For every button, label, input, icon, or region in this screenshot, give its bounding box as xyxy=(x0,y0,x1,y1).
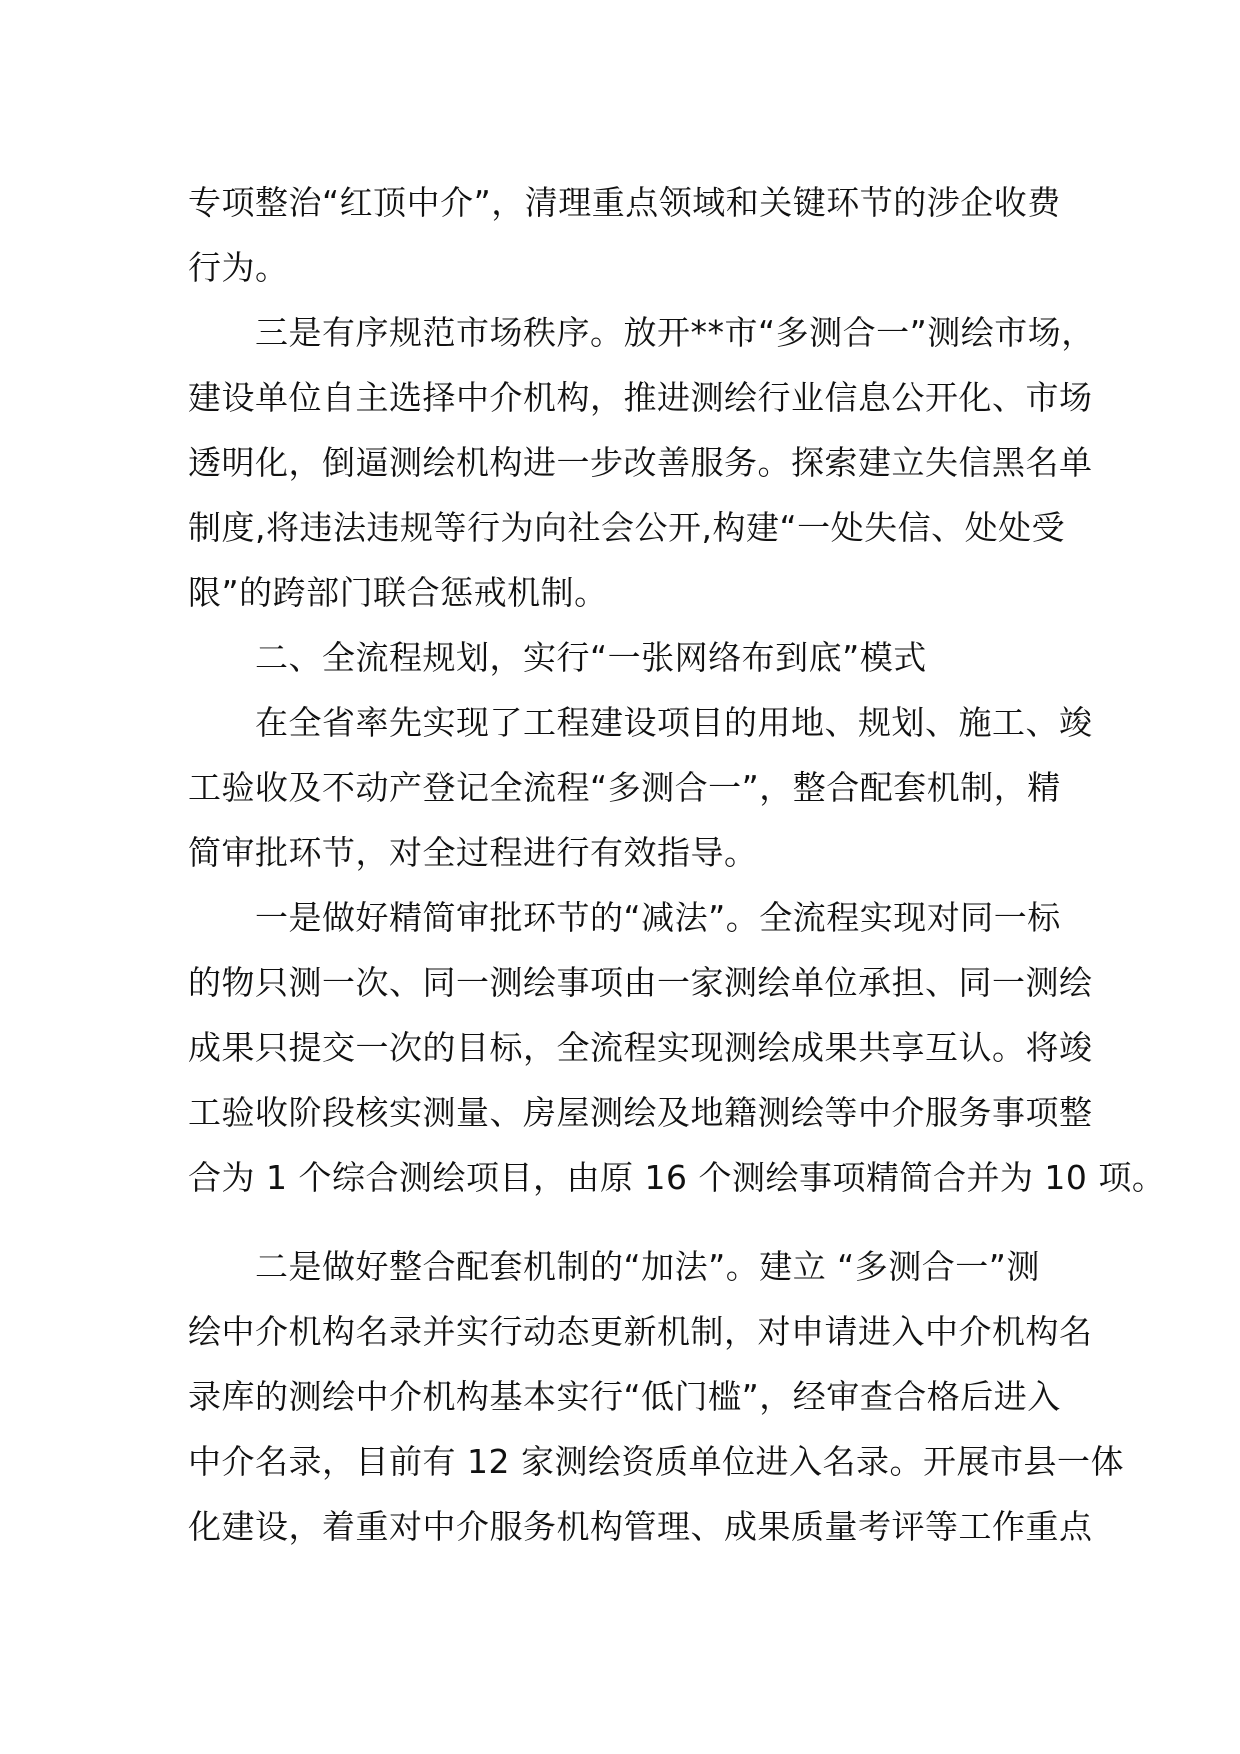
text-line: 制度,将违法违规等行为向社会公开,构建“一处失信、处处受 xyxy=(188,508,1066,547)
section-heading: 二、全流程规划，实行“一张网络布到底”模式 xyxy=(188,638,927,677)
text-line: 三是有序规范市场秩序。放开**市“多测合一”测绘市场， xyxy=(188,313,1095,352)
text-line: 工验收及不动产登记全流程“多测合一”，整合配套机制，精 xyxy=(188,768,1061,807)
text-line: 在全省率先实现了工程建设项目的用地、规划、施工、竣 xyxy=(188,703,1093,742)
text-line: 的物只测一次、同一测绘事项由一家测绘单位承担、同一测绘 xyxy=(188,963,1093,1002)
text-line: 透明化，倒逼测绘机构进一步改善服务。探索建立失信黑名单 xyxy=(188,443,1093,482)
text-line: 专项整治“红顶中介”，清理重点领域和关键环节的涉企收费 xyxy=(188,183,1061,222)
text-line: 一是做好精简审批环节的“减法”。全流程实现对同一标 xyxy=(188,898,1061,937)
text-line: 建设单位自主选择中介机构，推进测绘行业信息公开化、市场 xyxy=(188,378,1093,417)
text-line: 成果只提交一次的目标，全流程实现测绘成果共享互认。将竣 xyxy=(188,1028,1093,1067)
text-line: 二是做好整合配套机制的“加法”。建立 “多测合一”测 xyxy=(188,1247,1040,1286)
text-line: 绘中介机构名录并实行动态更新机制，对申请进入中介机构名 xyxy=(188,1312,1093,1351)
text-line: 工验收阶段核实测量、房屋测绘及地籍测绘等中介服务事项整 xyxy=(188,1093,1093,1132)
text-line: 合为 1 个综合测绘项目，由原 16 个测绘事项精简合并为 10 项。 xyxy=(188,1158,1166,1197)
text-line: 限”的跨部门联合惩戒机制。 xyxy=(188,573,608,612)
document-body xyxy=(188,170,1166,1559)
text-line: 简审批环节，对全过程进行有效指导。 xyxy=(188,833,758,872)
text-line: 中介名录，目前有 12 家测绘资质单位进入名录。开展市县一体 xyxy=(188,1442,1124,1481)
text-line: 行为。 xyxy=(188,248,289,287)
text-line: 录库的测绘中介机构基本实行“低门槛”，经审查合格后进入 xyxy=(188,1377,1061,1416)
text-line: 化建设，着重对中介服务机构管理、成果质量考评等工作重点 xyxy=(188,1507,1093,1546)
paragraph-gap xyxy=(188,1210,1068,1234)
